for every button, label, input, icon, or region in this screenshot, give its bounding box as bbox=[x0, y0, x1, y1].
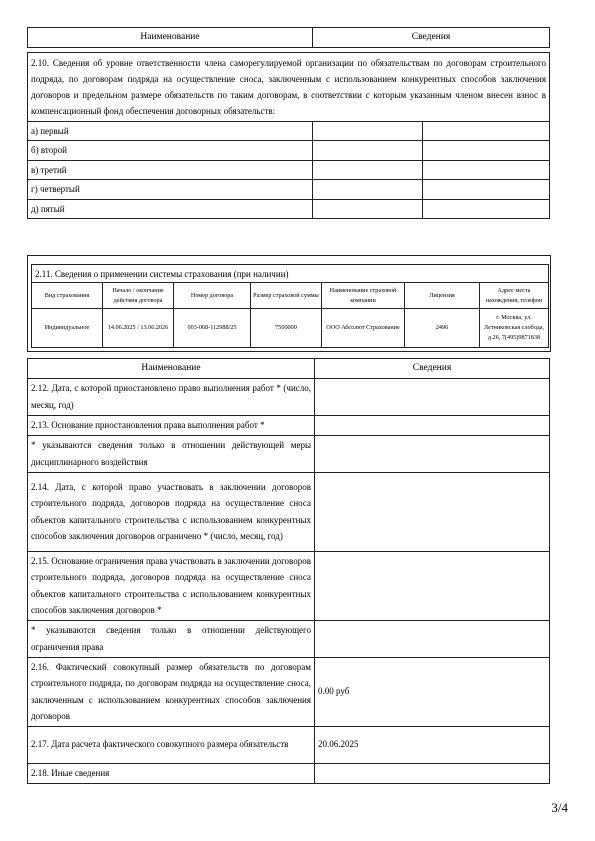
table-row bbox=[28, 180, 550, 200]
table-row bbox=[28, 726, 550, 763]
level-value bbox=[313, 141, 550, 161]
level-value bbox=[313, 180, 550, 200]
table-row bbox=[28, 472, 550, 551]
table-row bbox=[28, 378, 550, 415]
cell-license: 2496 bbox=[405, 309, 480, 348]
section-2-10-title: 2.10. Сведения об уровне ответственности члена саморегулируемой организации по обязательствам по договорам строительного подряда, по договорам подряда на осуществление сноса, заключенным с использованием конкурентных способов заключения договоров и предельном размере обязательств по таким договорам, в соответствии с которым указанным членом внесен взнос в компенсационный фонд обеспечения договорных обязательств: bbox=[28, 52, 550, 121]
column-header-name: Наименование bbox=[28, 28, 313, 48]
row-2-13-value bbox=[315, 415, 550, 435]
cell-insurance-company: ООО Абсолют Страхование bbox=[322, 309, 405, 348]
page-number: 3/4 bbox=[551, 800, 568, 815]
column-header-info: Сведения bbox=[315, 359, 550, 379]
table-row bbox=[28, 141, 550, 161]
liability-level-table bbox=[27, 27, 550, 219]
header-insured-sum: Размер страховой суммы bbox=[251, 283, 322, 309]
row-2-15-name: 2.15. Основание ограничения права участвовать в заключении договоров строительного подряда, договоров подряда на осуществление сноса объектов капитального строительства с использованием конкурентных способов заключения договоров * bbox=[28, 551, 315, 620]
insurance-table bbox=[31, 264, 549, 348]
header-contract-period: Начало / окончание действия договора bbox=[103, 283, 174, 309]
table-header-row bbox=[32, 283, 549, 309]
restrictions-table bbox=[27, 358, 550, 784]
header-contract-number: Номер договора bbox=[174, 283, 251, 309]
table-row bbox=[28, 199, 550, 219]
cell-insured-sum: 7500000 bbox=[251, 309, 322, 348]
row-note-restriction: * указываются сведения только в отношении действующего ограничения права bbox=[28, 620, 315, 657]
level-value bbox=[313, 160, 550, 180]
row-2-16-value: 0.00 руб bbox=[315, 657, 550, 726]
row-2-16-name: 2.16. Фактический совокупный размер обязательств по договорам строительного подряда, по договорам подряда на осуществление сноса, заключенным с использованием конкурентных способов заключения договоров bbox=[28, 657, 315, 726]
column-header-name: Наименование bbox=[28, 359, 315, 379]
column-header-info: Сведения bbox=[313, 28, 550, 48]
cell-address: г. Москва, ул. Летниковская слобода, д.26, 7(495)9871838 bbox=[480, 309, 549, 348]
header-insurance-type: Вид страхования bbox=[32, 283, 103, 309]
table-row bbox=[28, 160, 550, 180]
table-row bbox=[28, 763, 550, 783]
row-2-14-name: 2.14. Дата, с которой право участвовать в заключении договоров строительного подряда, договоров подряда на осуществление сноса объектов капитального строительства с использованием конкурентных способов заключения договоров ограничено * (число, месяц, год) bbox=[28, 472, 315, 551]
table-row bbox=[28, 620, 550, 657]
table-row bbox=[28, 121, 550, 141]
level-label: б) второй bbox=[28, 141, 313, 161]
section-2-11-title: 2.11. Сведения о применении системы страхования (при наличии) bbox=[32, 265, 549, 283]
row-2-18-name: 2.18. Иные сведения bbox=[28, 763, 315, 783]
row-note-disciplinary: * указываются сведения только в отношении действующей меры дисциплинарного воздействия bbox=[28, 435, 315, 472]
table-row bbox=[28, 551, 550, 620]
level-value bbox=[313, 199, 550, 219]
row-note-disciplinary-value bbox=[315, 435, 550, 472]
header-license: Лицензия bbox=[405, 283, 480, 309]
header-address: Адрес места нахождения, телефон bbox=[480, 283, 549, 309]
row-note-restriction-value bbox=[315, 620, 550, 657]
level-label: г) четвертый bbox=[28, 180, 313, 200]
cell-contract-period: 14.06.2025 / 13.06.2026 bbox=[103, 309, 174, 348]
level-label: а) первый bbox=[28, 121, 313, 141]
row-2-18-value bbox=[315, 763, 550, 783]
row-2-17-value: 20.06.2025 bbox=[315, 726, 550, 763]
level-value bbox=[313, 121, 550, 141]
level-label: д) пятый bbox=[28, 199, 313, 219]
level-label: в) третий bbox=[28, 160, 313, 180]
cell-contract-number: 003-068-112988/25 bbox=[174, 309, 251, 348]
cell-insurance-type: Индивидуальное bbox=[32, 309, 103, 348]
row-2-13-name: 2.13. Основание приостановления права выполнения работ * bbox=[28, 415, 315, 435]
row-2-15-value bbox=[315, 551, 550, 620]
table-row bbox=[28, 657, 550, 726]
table-row bbox=[28, 415, 550, 435]
row-2-17-name: 2.17. Дата расчета фактического совокупного размера обязательств bbox=[28, 726, 315, 763]
table-row bbox=[28, 435, 550, 472]
row-2-14-value bbox=[315, 472, 550, 551]
row-2-12-name: 2.12. Дата, с которой приостановлено право выполнения работ * (число, месяц, год) bbox=[28, 378, 315, 415]
row-2-12-value bbox=[315, 378, 550, 415]
header-insurance-company: Наименование страховой компании bbox=[322, 283, 405, 309]
table-row bbox=[32, 309, 549, 348]
